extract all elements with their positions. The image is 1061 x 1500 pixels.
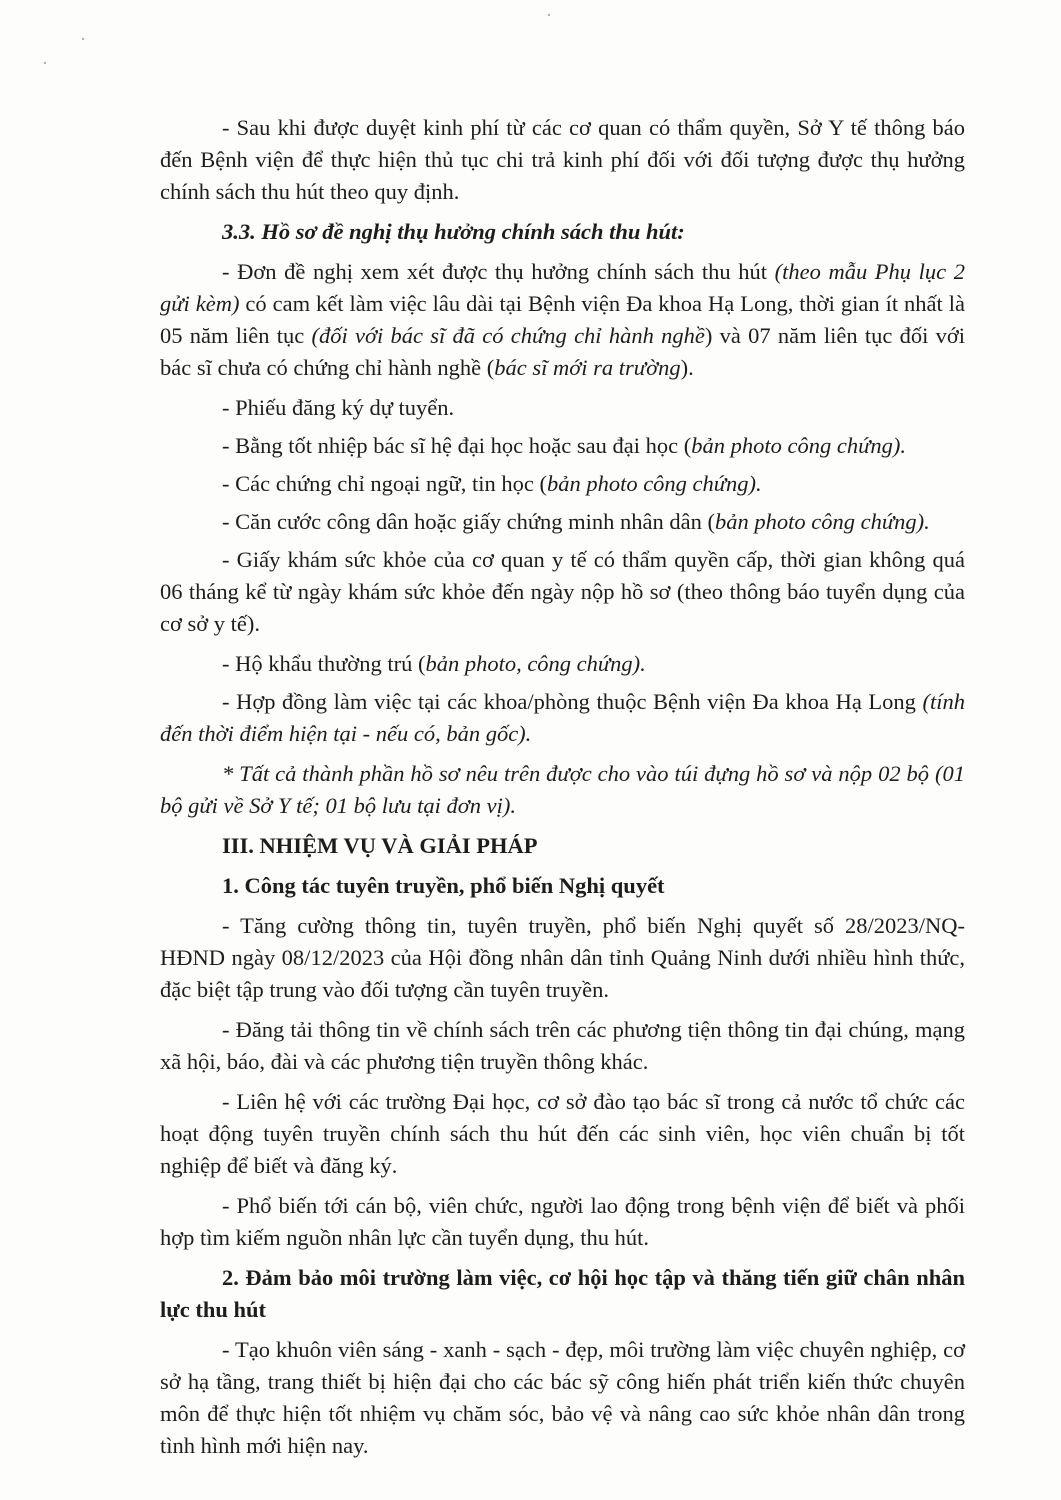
list-item-degree: - Bằng tốt nhiệp bác sĩ hệ đại học hoặc sau đại học (bản photo công chứng).: [222, 433, 906, 458]
list-item-id-card: - Căn cước công dân hoặc giấy chứng minh nhân dân (bản photo công chứng).: [222, 509, 930, 534]
list-item-work-contract: - Hợp đồng làm việc tại các khoa/phòng thuộc Bệnh viện Đa khoa Hạ Long (tính đến thời điểm hiện tại - nếu có, bản gốc).: [160, 689, 965, 746]
paragraph-application-form: - Đơn đề nghị xem xét được thụ hưởng chính sách thu hút (theo mẫu Phụ lục 2 gửi kèm) có cam kết làm việc lâu dài tại Bệnh viện Đa khoa Hạ Long, thời gian ít nhất là 05 năm liên tục (đối với bác sĩ đã có chứng chỉ hành nghề) và 07 năm liên tục đối với bác sĩ chưa có chứng chỉ hành nghề (bác sĩ mới ra trường).: [160, 259, 965, 380]
paragraph-media: - Đăng tải thông tin về chính sách trên các phương tiện thông tin đại chúng, mạng xã hội, báo, đài và các phương tiện truyền thông khác.: [160, 1017, 965, 1074]
note-submission: * Tất cả thành phần hồ sơ nêu trên được cho vào túi đựng hồ sơ và nộp 02 bộ (01 bộ gửi về Sở Y tế; 01 bộ lưu tại đơn vị).: [160, 761, 965, 818]
section-heading-2: 2. Đảm bảo môi trường làm việc, cơ hội học tập và thăng tiến giữ chân nhân lực thu hút: [160, 1265, 965, 1322]
section-heading-3-3: 3.3. Hồ sơ đề nghị thụ hưởng chính sách thu hút:: [222, 219, 685, 244]
paragraph-propaganda: - Tăng cường thông tin, tuyên truyền, phổ biến Nghị quyết số 28/2023/NQ-HĐND ngày 08/12/2023 của Hội đồng nhân dân tỉnh Quảng Ninh dưới nhiều hình thức, đặc biệt tập trung vào đối tượng cần tuyên truyền.: [160, 913, 965, 1002]
scan-speck: [548, 14, 550, 16]
list-item-certificates: - Các chứng chỉ ngoại ngữ, tin học (bản photo công chứng).: [222, 471, 762, 496]
paragraph-universities: - Liên hệ với các trường Đại học, cơ sở đào tạo bác sĩ trong cả nước tổ chức các hoạt động tuyên truyền chính sách thu hút đến các sinh viên, học viên chuẩn bị tốt nghiệp để biết và đăng ký.: [160, 1089, 965, 1178]
list-item-health-certificate: - Giấy khám sức khỏe của cơ quan y tế có thẩm quyền cấp, thời gian không quá 06 tháng kể từ ngày khám sức khỏe đến ngày nộp hồ sơ (theo thông báo tuyển dụng của cơ sở y tế).: [160, 547, 965, 636]
paragraph-environment: - Tạo khuôn viên sáng - xanh - sạch - đẹp, môi trường làm việc chuyên nghiệp, cơ sở hạ tầng, trang thiết bị hiện đại cho các bác sỹ công hiến phát triển kiến thức chuyên môn để thực hiện tốt nhiệm vụ chăm sóc, bảo vệ và nâng cao sức khỏe nhân dân trong tình hình mới hiện nay.: [160, 1337, 965, 1458]
section-heading-III: III. NHIỆM VỤ VÀ GIẢI PHÁP: [222, 833, 538, 858]
list-item-household-registration: - Hộ khẩu thường trú (bản photo, công chứng).: [222, 651, 646, 676]
document-body: [160, 112, 965, 1470]
paragraph-funding-notice: - Sau khi được duyệt kinh phí từ các cơ quan có thẩm quyền, Sở Y tế thông báo đến Bệnh viện để thực hiện thủ tục chi trả kinh phí đối với đối tượng được thụ hưởng chính sách thu hút theo quy định.: [160, 115, 965, 204]
scan-speck: [44, 62, 46, 64]
list-item-registration: - Phiếu đăng ký dự tuyển.: [222, 395, 455, 420]
section-heading-1: 1. Công tác tuyên truyền, phổ biến Nghị quyết: [222, 873, 665, 898]
scan-speck: [82, 38, 84, 40]
paragraph-staff: - Phổ biến tới cán bộ, viên chức, người lao động trong bệnh viện để biết và phối hợp tìm kiếm nguồn nhân lực cần tuyển dụng, thu hút.: [160, 1193, 965, 1250]
